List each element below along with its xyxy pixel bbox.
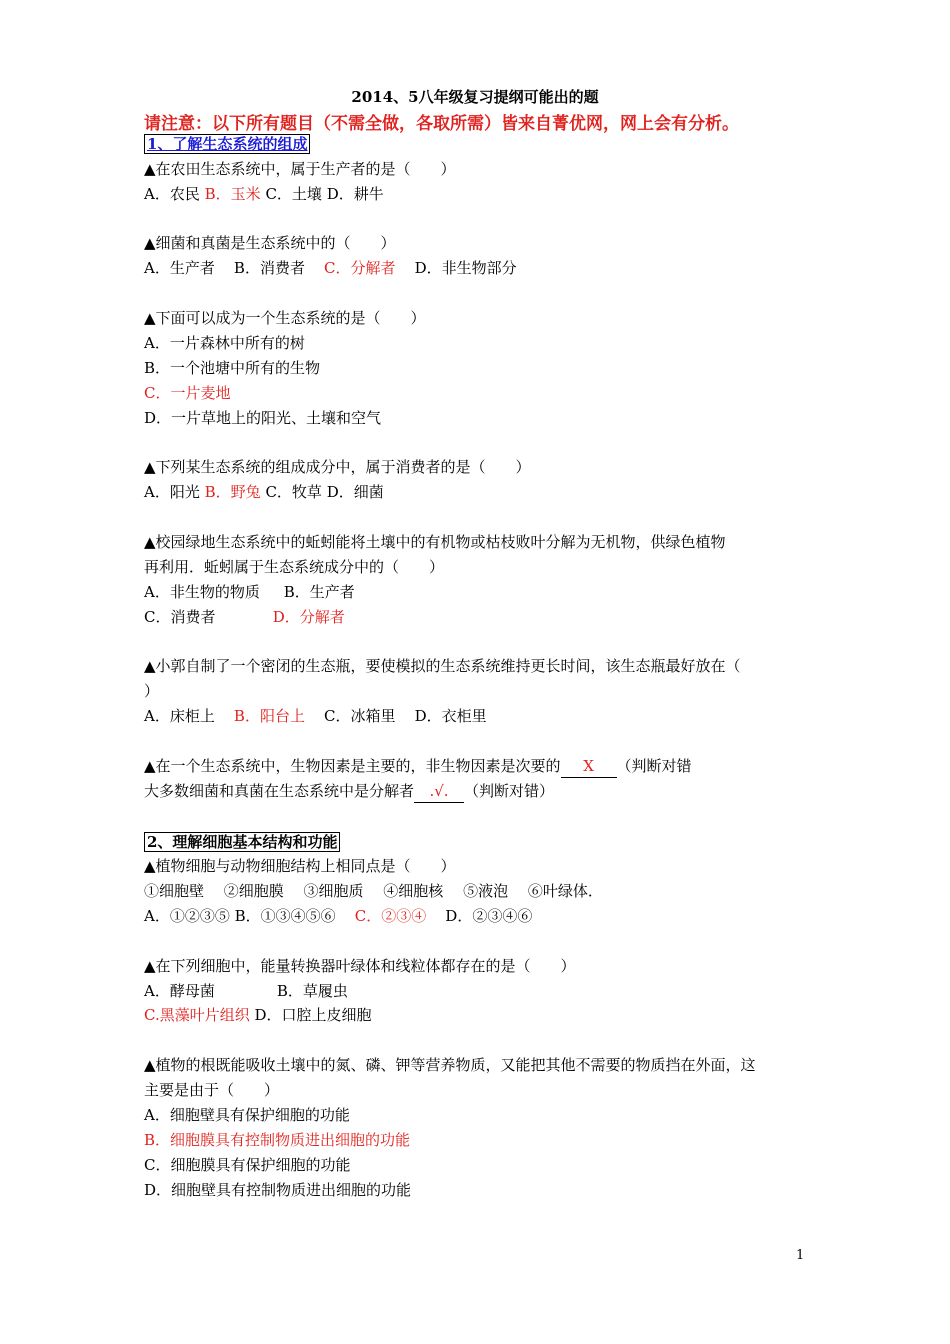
q5-stem-line2: 再利用．蚯蚓属于生态系统成分中的（ ）: [144, 558, 445, 576]
q11-option-a: A．细胞壁具有保护细胞的功能: [144, 1106, 350, 1124]
q7-statement: ▲在一个生态系统中，生物因素是主要的，非生物因素是次要的 X （判断对错: [144, 755, 692, 778]
q4-stem: ▲下列某生态系统的组成成分中，属于消费者的是（ ）: [144, 458, 531, 476]
q5-options-row1: A．非生物的物质 B．生产者: [144, 583, 355, 601]
q3-stem: ▲下面可以成为一个生态系统的是（ ）: [144, 309, 426, 327]
q9-answer: C．②③④: [354, 907, 427, 925]
q3-option-d: D．一片草地上的阳光、土壤和空气: [144, 409, 382, 427]
q2-answer: C．分解者: [324, 259, 396, 277]
q3-answer: C．一片麦地: [144, 384, 231, 402]
q10-stem: ▲在下列细胞中，能量转换器叶绿体和线粒体都存在的是（ ）: [144, 957, 576, 975]
q11-answer: B．细胞膜具有控制物质进出细胞的功能: [144, 1131, 411, 1149]
q2-options: A．生产者 B．消费者 C．分解者 D．非生物部分: [144, 259, 517, 277]
q6-options: A．床柜上 B．阳台上 C．冰箱里 D．衣柜里: [144, 707, 487, 725]
q11-option-d: D．细胞壁具有控制物质进出细胞的功能: [144, 1181, 412, 1199]
q8-answer: .√.: [414, 780, 464, 803]
notice-text: 请注意：以下所有题目（不需全做，各取所需）皆来自菁优网，网上会有分析。: [144, 114, 739, 134]
q5-answer: D．分解者: [272, 608, 345, 626]
q10-options-row2: C.黑藻叶片组织 D．口腔上皮细胞: [144, 1006, 372, 1024]
q2-stem: ▲细菌和真菌是生态系统中的（ ）: [144, 234, 396, 252]
q9-items: ①细胞壁 ②细胞膜 ③细胞质 ④细胞核 ⑤液泡 ⑥叶绿体．: [144, 882, 603, 900]
q9-stem: ▲植物细胞与动物细胞结构上相同点是（ ）: [144, 857, 456, 875]
q5-stem-line1: ▲校园绿地生态系统中的蚯蚓能将土壤中的有机物或枯枝败叶分解为无机物，供绿色植物: [144, 533, 726, 551]
q3-option-a: A．一片森林中所有的树: [144, 334, 305, 352]
q5-options-row2: C．消费者 D．分解者: [144, 608, 345, 626]
q9-options: A．①②③⑤ B．①③④⑤⑥ C．②③④ D．②③④⑥: [144, 907, 533, 925]
q1-options: A．农民 B．玉米 C．土壤 D．耕牛: [144, 185, 384, 203]
q6-stem-line2: ）: [144, 682, 160, 700]
q7-answer: X: [561, 755, 617, 778]
q1-stem: ▲在农田生态系统中，属于生产者的是（ ）: [144, 160, 456, 178]
q8-statement: 大多数细菌和真菌在生态系统中是分解者 .√. （判断对错）: [144, 780, 554, 803]
page-number: 1: [796, 1248, 805, 1263]
section-heading-2: 2、理解细胞基本结构和功能: [144, 832, 340, 852]
q10-options-row1: A．酵母菌 B．草履虫: [144, 982, 348, 1000]
q4-options: A．阳光 B．野兔 C．牧草 D．细菌: [144, 483, 384, 501]
q11-stem-line2: 主要是由于（ ）: [144, 1081, 280, 1099]
q6-answer: B．阳台上: [233, 707, 305, 725]
q10-answer: C.黑藻叶片组织: [144, 1006, 250, 1024]
q4-answer: B．野兔: [204, 483, 261, 501]
q3-option-b: B．一个池塘中所有的生物: [144, 359, 321, 377]
q11-stem-line1: ▲植物的根既能吸收土壤中的氮、磷、钾等营养物质，又能把其他不需要的物质挡在外面，这: [144, 1056, 756, 1074]
q6-stem-line1: ▲小郭自制了一个密闭的生态瓶，要使模拟的生态系统维持更长时间，该生态瓶最好放在（: [144, 657, 741, 675]
section-heading-1: 1、了解生态系统的组成: [144, 134, 310, 154]
q1-answer: B．玉米: [204, 185, 261, 203]
q11-option-c: C．细胞膜具有保护细胞的功能: [144, 1156, 351, 1174]
document-title: 2014、5八年级复习提纲可能出的题: [351, 88, 599, 106]
